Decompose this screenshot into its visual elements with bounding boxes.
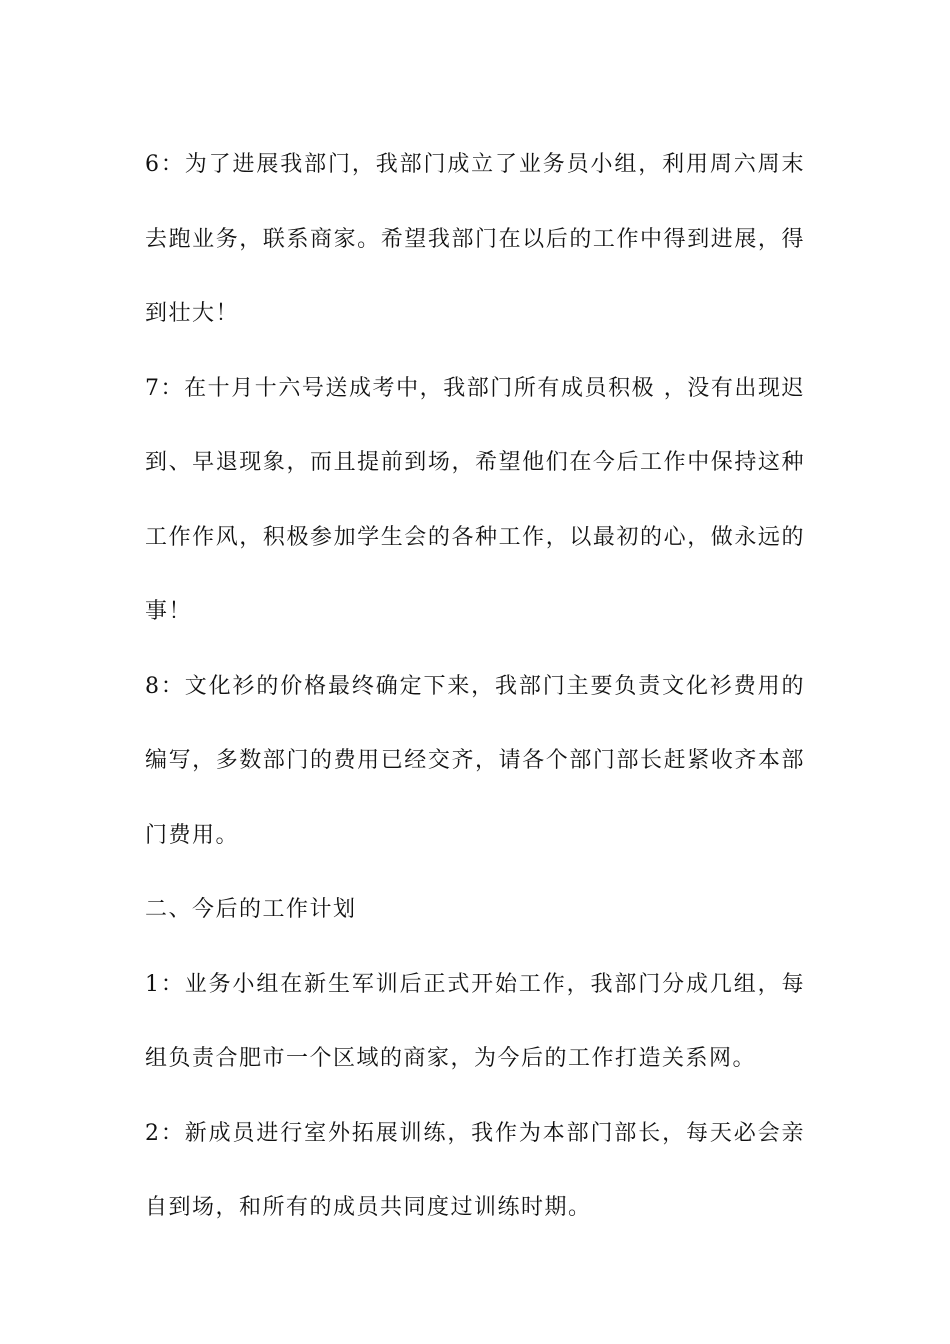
document-body (145, 128, 805, 1246)
paragraph-item-7: 7：在十月十六号送成考中，我部门所有成员积极 ，没有出现迟到、早退现象，而且提前到场，希望他们在今后工作中保持这种工作作风，积极参加学生会的各种工作，以最初的心，做永远的事！ (145, 375, 805, 624)
plan-item-1: 1：业务小组在新生军训后正式开始工作，我部门分成几组，每组负责合肥市一个区域的商家，为今后的工作打造关系网。 (145, 971, 805, 1071)
plan-item-2: 2：新成员进行室外拓展训练，我作为本部门部长，每天必会亲自到场，和所有的成员共同度过训练时期。 (145, 1120, 805, 1220)
section-heading-future-plan: 二、今后的工作计划 (145, 897, 357, 922)
paragraph-item-8: 8：文化衫的价格最终确定下来，我部门主要负责文化衫费用的编写，多数部门的费用已经交齐，请各个部门部长赶紧收齐本部门费用。 (145, 673, 805, 848)
paragraph-item-6: 6：为了进展我部门，我部门成立了业务员小组，利用周六周末去跑业务，联系商家。希望我部门在以后的工作中得到进展，得到壮大！ (145, 152, 805, 326)
